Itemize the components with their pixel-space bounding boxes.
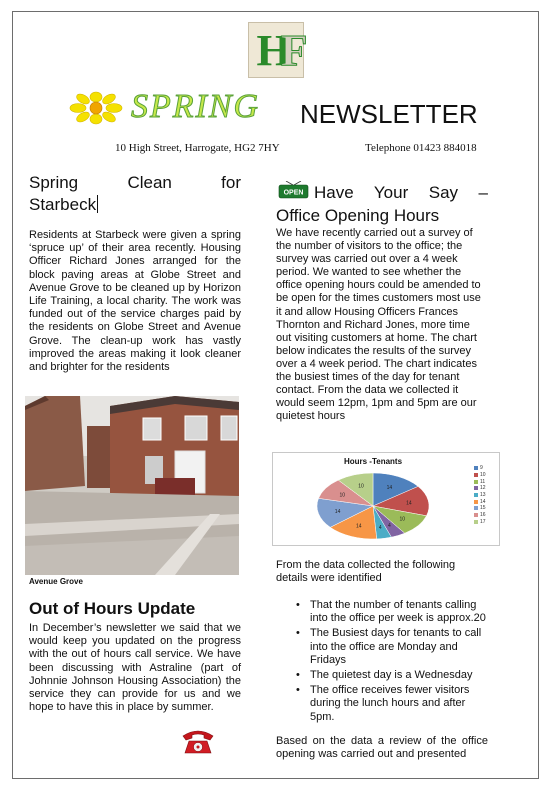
pie-data-label: 10 [399, 516, 406, 523]
review-text: Based on the data a review of the office opening was carried out and presented [276, 735, 488, 761]
findings-list [296, 599, 492, 726]
legend-label: 9 [480, 465, 483, 472]
open-sign-icon [278, 181, 309, 199]
chart-title: Hours -Tenants [343, 457, 403, 466]
legend-swatch [474, 480, 478, 484]
legend-label: 17 [480, 518, 486, 525]
have-your-say-heading-line1: Have Your Say – [314, 183, 488, 202]
list-item: • The office receives fewer visitors during the lunch hours and after 5pm. [296, 684, 492, 724]
out-of-hours-body: In December’s newsletter we said that we would keep you updated on the progress with the out of hours call service. We have been discussing with Astraline (part of Johnnie Johnson Housing Association) the service they can provide for us and we hope to have this in place by summer. [29, 622, 241, 714]
legend-swatch [474, 506, 478, 510]
legend-swatch [474, 493, 478, 497]
survey-body: We have recently carried out a survey of the number of visitors to the office; the survey was carried out over a 4 week period. We wanted to see whether the office opening hours could be amended to be open for the times customers most use it and allow Housing Officers Frances Thornton and Richard Jones, more time out visiting customers at home. The chart below indicates the results of the survey over a 4 week period. The chart indicates the busiest times of the day for tenant contact. From the data we collected it would seem 12pm, 1pm and 5pm are our quietest hours [276, 227, 481, 423]
legend-label: 11 [480, 478, 486, 485]
legend-label: 12 [480, 485, 486, 492]
pie-data-label: 10 [339, 492, 346, 499]
legend-item-17 [474, 519, 500, 526]
legend-item-11 [474, 478, 500, 485]
brand-newsletter: NEWSLETTER [300, 99, 478, 129]
sunflower-icon [66, 91, 126, 125]
legend-label: 15 [480, 505, 486, 512]
legend-item-9 [474, 465, 500, 472]
legend-swatch [474, 473, 478, 477]
legend-label: 14 [480, 498, 486, 505]
list-item: • The quietest day is a Wednesday [296, 669, 492, 682]
pie-data-label: 10 [358, 483, 364, 490]
legend-item-10 [474, 472, 500, 479]
pie-data-label: 4 [388, 523, 391, 530]
telephone-icon [180, 727, 216, 755]
open-sign-label: OPEN [283, 189, 304, 197]
legend-item-13 [474, 492, 500, 499]
findings-intro: From the data collected the following details were identified [276, 559, 456, 585]
office-address: 10 High Street, Harrogate, HG2 7HY [115, 142, 280, 154]
spring-clean-heading-line2: Starbeck [29, 195, 97, 214]
legend-item-12 [474, 485, 500, 492]
hours-tenants-chart [272, 452, 500, 546]
pie-chart [273, 453, 473, 547]
chart-legend [474, 465, 500, 525]
legend-swatch [474, 513, 478, 517]
housing-logo [248, 22, 304, 78]
legend-label: 10 [480, 472, 486, 479]
legend-swatch [474, 520, 478, 524]
pie-data-label: 14 [406, 500, 412, 507]
list-item: • The Busiest days for tenants to call into the office are Monday and Fridays [296, 627, 492, 667]
pie-data-label: 4 [378, 525, 382, 532]
spring-clean-body: Residents at Starbeck were given a spring ‘spruce up’ of their area recently. Housing Officer Richard Jones arranged for the block paving areas at Globe Street and Avenue Grove to be cleaned up by Horizon Life Training, a local charity. The work was funded out of the service charges paid by the residents on Globe Street and Avenue Grove. The clean-up work has vastly improved the areas making it look cleaner and brighter for the residents [29, 229, 241, 374]
office-telephone: Telephone 01423 884018 [365, 142, 477, 154]
legend-item-15 [474, 505, 500, 512]
legend-swatch [474, 486, 478, 490]
pie-data-label: 14 [334, 508, 341, 515]
legend-item-16 [474, 512, 500, 519]
legend-item-14 [474, 498, 500, 505]
legend-label: 16 [480, 512, 486, 519]
photo-caption: Avenue Grove [29, 577, 83, 586]
logo-monogram: HF [256, 26, 298, 75]
avenue-grove-photo [25, 396, 239, 575]
legend-label: 13 [480, 492, 486, 499]
brand-spring: SPRING [131, 88, 261, 125]
have-your-say-heading-line2: Office Opening Hours [276, 206, 440, 225]
pie-data-label: 14 [356, 523, 362, 530]
out-of-hours-heading: Out of Hours Update [29, 599, 196, 618]
legend-swatch [474, 466, 478, 470]
spring-clean-heading-line1: Spring Clean for [29, 173, 241, 192]
pie-data-label: 14 [386, 484, 393, 491]
list-item: • That the number of tenants calling into the office per week is approx.20 [296, 599, 492, 625]
legend-swatch [474, 500, 478, 504]
